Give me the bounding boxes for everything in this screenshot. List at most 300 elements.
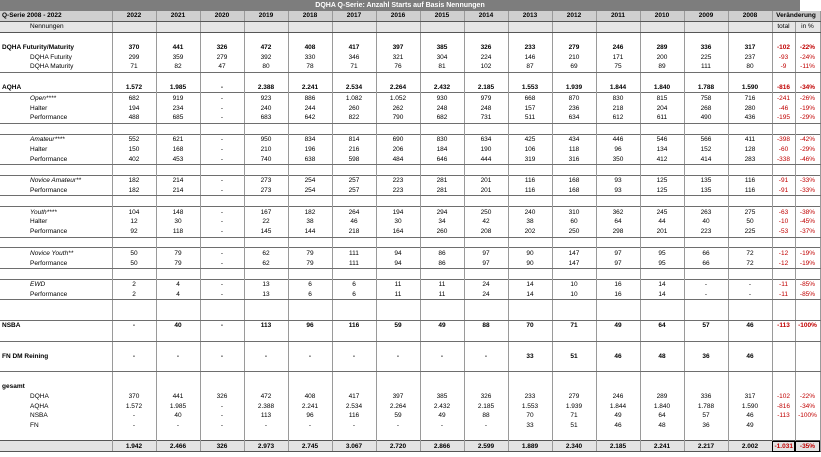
row-label: DQHA Maturity [0, 62, 112, 72]
change-pct-cell: -33% [795, 175, 820, 185]
value-cell: 64 [640, 411, 684, 421]
table-row [0, 207, 820, 217]
value-cell: 598 [332, 154, 376, 164]
value-cell: - [288, 421, 332, 431]
row-label: Amateur**** [0, 134, 112, 144]
value-cell: 263 [684, 207, 728, 217]
value-cell: 51 [552, 421, 596, 431]
change-total-cell: -816 [772, 83, 795, 93]
value-cell: 1.939 [552, 401, 596, 411]
spacer-row [0, 72, 820, 82]
value-cell: 268 [684, 103, 728, 113]
value-cell: 64 [640, 320, 684, 330]
table-row [0, 411, 820, 421]
value-cell: 3.067 [332, 441, 376, 452]
spacer-row [0, 371, 820, 381]
value-cell: 14 [508, 290, 552, 300]
value-cell: 326 [464, 42, 508, 52]
value-cell [640, 382, 684, 392]
value-cell: 11 [376, 290, 420, 300]
value-cell: 152 [684, 144, 728, 154]
value-cell: 38 [508, 217, 552, 227]
value-cell: 488 [112, 113, 156, 123]
value-cell: 646 [420, 154, 464, 164]
value-cell: 234 [156, 103, 200, 113]
row-label: gesamt [0, 382, 112, 392]
spacer-row [0, 431, 820, 441]
value-cell: 392 [244, 52, 288, 62]
value-cell: 111 [332, 258, 376, 268]
value-cell: 1.788 [684, 83, 728, 93]
value-cell: 82 [156, 62, 200, 72]
value-cell: 210 [552, 52, 596, 62]
change-pct-cell: -34% [795, 83, 820, 93]
value-cell: 42 [464, 217, 508, 227]
value-cell: 511 [508, 113, 552, 123]
value-cell: 59 [376, 411, 420, 421]
value-cell: 148 [156, 207, 200, 217]
change-total-cell: -195 [772, 113, 795, 123]
value-cell: 2.432 [420, 83, 464, 93]
value-cell: 683 [244, 113, 288, 123]
change-pct-cell: -24% [795, 52, 820, 62]
value-cell: 834 [288, 134, 332, 144]
year-header: 2009 [684, 11, 728, 21]
value-cell: 62 [244, 248, 288, 258]
spacer-row [0, 164, 820, 175]
spacer-row [0, 237, 820, 248]
value-cell: 206 [376, 144, 420, 154]
value-cell: 167 [244, 207, 288, 217]
change-total-cell: -91 [772, 175, 795, 185]
value-cell: 36 [684, 421, 728, 431]
value-cell: 298 [596, 227, 640, 237]
change-total-header: total [772, 21, 795, 32]
value-cell: 46 [728, 320, 772, 330]
change-total-cell: -53 [772, 227, 795, 237]
value-cell: 111 [332, 248, 376, 258]
value-cell: 24 [464, 290, 508, 300]
value-cell: 262 [376, 103, 420, 113]
change-total-cell [772, 421, 795, 431]
value-cell: 930 [420, 93, 464, 103]
value-cell: 146 [508, 52, 552, 62]
row-label [0, 441, 112, 452]
value-cell: 40 [684, 217, 728, 227]
value-cell: 2.432 [420, 401, 464, 411]
value-cell: 10 [552, 290, 596, 300]
value-cell: 2.866 [420, 441, 464, 452]
value-cell: 75 [596, 62, 640, 72]
value-cell: 33 [508, 421, 552, 431]
value-cell: 273 [244, 175, 288, 185]
change-total-cell: -102 [772, 391, 795, 401]
value-cell: 830 [596, 93, 640, 103]
value-cell: 12 [112, 217, 156, 227]
value-cell: 1.553 [508, 83, 552, 93]
change-pct-cell: -37% [795, 227, 820, 237]
value-cell: 200 [640, 52, 684, 62]
value-cell [508, 382, 552, 392]
change-pct-cell: -45% [795, 217, 820, 227]
value-cell: 168 [552, 175, 596, 185]
value-cell: 248 [420, 103, 464, 113]
row-label: Performance [0, 227, 112, 237]
year-header: 2020 [200, 11, 244, 21]
change-header: Veränderung [772, 11, 820, 21]
row-label: NSBA [0, 320, 112, 330]
value-cell: 47 [200, 62, 244, 72]
value-cell: 233 [508, 391, 552, 401]
value-cell: 48 [640, 351, 684, 361]
value-cell: - [420, 351, 464, 361]
value-cell [684, 382, 728, 392]
value-cell: 96 [596, 144, 640, 154]
value-cell: 264 [332, 207, 376, 217]
value-cell: 218 [596, 103, 640, 113]
row-label: Open**** [0, 93, 112, 103]
value-cell [332, 382, 376, 392]
value-cell: 57 [684, 320, 728, 330]
value-cell: 49 [420, 411, 464, 421]
table-row [0, 421, 820, 431]
value-cell: 223 [376, 186, 420, 196]
table-row [0, 113, 820, 123]
header-row [0, 11, 820, 21]
value-cell: 97 [464, 258, 508, 268]
value-cell: 2.599 [464, 441, 508, 452]
value-cell: 425 [508, 134, 552, 144]
value-cell: 80 [728, 62, 772, 72]
row-label: Performance [0, 258, 112, 268]
change-total-cell: -12 [772, 248, 795, 258]
value-cell: 870 [552, 93, 596, 103]
value-cell: 214 [156, 186, 200, 196]
value-cell: 30 [376, 217, 420, 227]
change-pct-cell: -33% [795, 186, 820, 196]
change-pct-cell: -19% [795, 258, 820, 268]
value-cell: 80 [244, 62, 288, 72]
value-cell: 326 [200, 42, 244, 52]
row-label: DQHA Futurity [0, 52, 112, 62]
value-cell: 289 [640, 42, 684, 52]
value-cell: - [200, 320, 244, 330]
value-cell: 62 [244, 258, 288, 268]
value-cell: 70 [508, 320, 552, 330]
value-cell: 135 [684, 175, 728, 185]
spacer-row [0, 300, 820, 310]
value-cell: 94 [376, 248, 420, 258]
value-cell: 116 [728, 186, 772, 196]
value-cell: 72 [728, 248, 772, 258]
value-cell: 11 [420, 279, 464, 289]
value-cell: - [728, 290, 772, 300]
row-label: NSBA [0, 411, 112, 421]
value-cell: 279 [552, 391, 596, 401]
value-cell: 76 [376, 62, 420, 72]
value-cell: 49 [728, 421, 772, 431]
value-cell: 346 [332, 52, 376, 62]
value-cell: 90 [508, 258, 552, 268]
value-cell: 1.082 [332, 93, 376, 103]
value-cell: 254 [288, 186, 332, 196]
value-cell: 1.844 [596, 401, 640, 411]
table-row [0, 186, 820, 196]
change-pct-header: in % [795, 21, 820, 32]
value-cell: 11 [376, 279, 420, 289]
value-cell: 144 [288, 227, 332, 237]
value-cell: 223 [684, 227, 728, 237]
value-cell: - [200, 186, 244, 196]
value-cell: 40 [156, 320, 200, 330]
value-cell: - [200, 103, 244, 113]
change-pct-cell: -34% [795, 401, 820, 411]
value-cell: 397 [376, 391, 420, 401]
value-cell: 116 [508, 186, 552, 196]
value-cell: 2.720 [376, 441, 420, 452]
value-cell: 168 [552, 186, 596, 196]
change-pct-cell: -35% [795, 441, 820, 452]
value-cell: 260 [332, 103, 376, 113]
subheader-row [0, 21, 820, 32]
value-cell: - [200, 83, 244, 93]
spacer-row [0, 341, 820, 351]
value-cell: 417 [332, 42, 376, 52]
row-label: Novice Amateur** [0, 175, 112, 185]
value-cell: 182 [112, 186, 156, 196]
value-cell: 240 [508, 207, 552, 217]
value-cell: 326 [200, 441, 244, 452]
change-total-cell: -46 [772, 103, 795, 113]
value-cell: 113 [244, 411, 288, 421]
value-cell: 89 [640, 62, 684, 72]
table-row [0, 382, 820, 392]
year-header: 2011 [596, 11, 640, 21]
value-cell: 2.745 [288, 441, 332, 452]
value-cell [596, 382, 640, 392]
value-cell: 134 [640, 144, 684, 154]
value-cell: 196 [288, 144, 332, 154]
table-row [0, 42, 820, 52]
value-cell: 50 [112, 248, 156, 258]
value-cell: 246 [596, 42, 640, 52]
value-cell: 190 [464, 144, 508, 154]
value-cell: 86 [420, 258, 464, 268]
value-cell: 414 [684, 154, 728, 164]
value-cell: 46 [728, 411, 772, 421]
value-cell: 102 [464, 62, 508, 72]
year-header: 2016 [376, 11, 420, 21]
value-cell: 830 [420, 134, 464, 144]
value-cell: 2.241 [288, 401, 332, 411]
value-cell: 116 [728, 175, 772, 185]
table-row [0, 134, 820, 144]
value-cell: - [464, 421, 508, 431]
value-cell: 10 [552, 279, 596, 289]
value-cell: 71 [332, 62, 376, 72]
change-pct-cell: -38% [795, 207, 820, 217]
value-cell: 634 [552, 113, 596, 123]
value-cell: 1.985 [156, 83, 200, 93]
year-header: 2019 [244, 11, 288, 21]
value-cell: 49 [420, 320, 464, 330]
value-cell: 46 [332, 217, 376, 227]
value-cell: 24 [464, 279, 508, 289]
value-cell [288, 382, 332, 392]
value-cell: 66 [684, 248, 728, 258]
value-cell [552, 382, 596, 392]
year-header: 2022 [112, 11, 156, 21]
value-cell: 204 [640, 103, 684, 113]
value-cell: 233 [508, 42, 552, 52]
value-cell: - [200, 217, 244, 227]
value-cell: 546 [640, 134, 684, 144]
value-cell: 260 [420, 227, 464, 237]
value-cell: 370 [112, 42, 156, 52]
change-pct-cell: -22% [795, 391, 820, 401]
value-cell: 16 [596, 290, 640, 300]
value-cell [420, 382, 464, 392]
value-cell: 436 [728, 113, 772, 123]
change-pct-cell: -100% [795, 320, 820, 330]
row-label: Performance [0, 113, 112, 123]
value-cell: 370 [112, 391, 156, 401]
year-header: 2008 [728, 11, 772, 21]
value-cell: 2.241 [288, 83, 332, 93]
value-cell: 682 [112, 93, 156, 103]
value-cell: 125 [640, 186, 684, 196]
value-cell: - [200, 411, 244, 421]
value-cell: 279 [200, 52, 244, 62]
row-label: Performance [0, 154, 112, 164]
value-cell: 50 [112, 258, 156, 268]
value-cell: 81 [420, 62, 464, 72]
row-label: FN [0, 421, 112, 431]
value-cell: 2.534 [332, 83, 376, 93]
total-row [0, 441, 820, 452]
value-cell: 201 [464, 175, 508, 185]
value-cell: 336 [684, 391, 728, 401]
value-cell: 245 [640, 207, 684, 217]
value-cell: 950 [244, 134, 288, 144]
value-cell: 279 [552, 42, 596, 52]
value-cell: 202 [508, 227, 552, 237]
year-header: 2018 [288, 11, 332, 21]
value-cell: 1.840 [640, 83, 684, 93]
value-cell: 147 [552, 258, 596, 268]
value-cell: 95 [640, 258, 684, 268]
value-cell: 125 [640, 175, 684, 185]
value-cell [244, 382, 288, 392]
row-label: DQHA [0, 391, 112, 401]
row-label: Performance [0, 290, 112, 300]
value-cell: 116 [332, 411, 376, 421]
value-cell: 104 [112, 207, 156, 217]
value-cell: 44 [640, 217, 684, 227]
spacer-row [0, 268, 820, 279]
value-cell: 1.553 [508, 401, 552, 411]
value-cell: 642 [288, 113, 332, 123]
value-cell: - [200, 401, 244, 411]
value-cell: - [464, 351, 508, 361]
value-cell: 446 [596, 134, 640, 144]
value-cell: 106 [508, 144, 552, 154]
value-cell: 79 [156, 248, 200, 258]
value-cell: 87 [508, 62, 552, 72]
value-cell: 57 [684, 411, 728, 421]
value-cell: - [200, 248, 244, 258]
spacer-row [0, 361, 820, 371]
value-cell: 326 [200, 391, 244, 401]
table-row [0, 217, 820, 227]
value-cell [376, 382, 420, 392]
value-cell: 164 [376, 227, 420, 237]
value-cell: 979 [464, 93, 508, 103]
table-row [0, 290, 820, 300]
value-cell: 1.052 [376, 93, 420, 103]
value-cell: 70 [508, 411, 552, 421]
value-cell: 4 [156, 290, 200, 300]
change-total-cell: -63 [772, 207, 795, 217]
value-cell: 283 [728, 154, 772, 164]
value-cell: 621 [156, 134, 200, 144]
value-cell: 612 [596, 113, 640, 123]
value-cell: 317 [728, 391, 772, 401]
value-cell: 34 [420, 217, 464, 227]
value-cell: 4 [156, 279, 200, 289]
value-cell: 97 [464, 248, 508, 258]
value-cell: - [112, 351, 156, 361]
row-label: EWD [0, 279, 112, 289]
table-row [0, 279, 820, 289]
value-cell: 66 [684, 258, 728, 268]
value-cell: 822 [332, 113, 376, 123]
change-pct-cell: -42% [795, 134, 820, 144]
change-total-cell: -11 [772, 290, 795, 300]
value-cell: 2.185 [596, 441, 640, 452]
value-cell: 2.534 [332, 401, 376, 411]
value-cell: 1.590 [728, 401, 772, 411]
value-cell: 316 [552, 154, 596, 164]
value-cell: - [200, 351, 244, 361]
change-pct-cell [795, 421, 820, 431]
value-cell [728, 382, 772, 392]
table-row [0, 83, 820, 93]
value-cell: 182 [112, 175, 156, 185]
value-cell: 224 [464, 52, 508, 62]
change-total-cell: -60 [772, 144, 795, 154]
value-cell: 2.340 [552, 441, 596, 452]
value-cell: 250 [464, 207, 508, 217]
value-cell: 145 [244, 227, 288, 237]
value-cell: 2.264 [376, 83, 420, 93]
value-cell: 96 [288, 411, 332, 421]
change-pct-cell: -11% [795, 62, 820, 72]
value-cell: 46 [596, 421, 640, 431]
value-cell: 716 [728, 93, 772, 103]
data-table [0, 11, 821, 452]
value-cell: 49 [596, 411, 640, 421]
value-cell: 417 [332, 391, 376, 401]
value-cell: 40 [156, 411, 200, 421]
value-cell: 92 [112, 227, 156, 237]
value-cell: - [200, 113, 244, 123]
value-cell: 257 [332, 175, 376, 185]
change-pct-cell: -26% [795, 93, 820, 103]
value-cell: 59 [376, 320, 420, 330]
value-cell: 33 [508, 351, 552, 361]
table-row [0, 401, 820, 411]
